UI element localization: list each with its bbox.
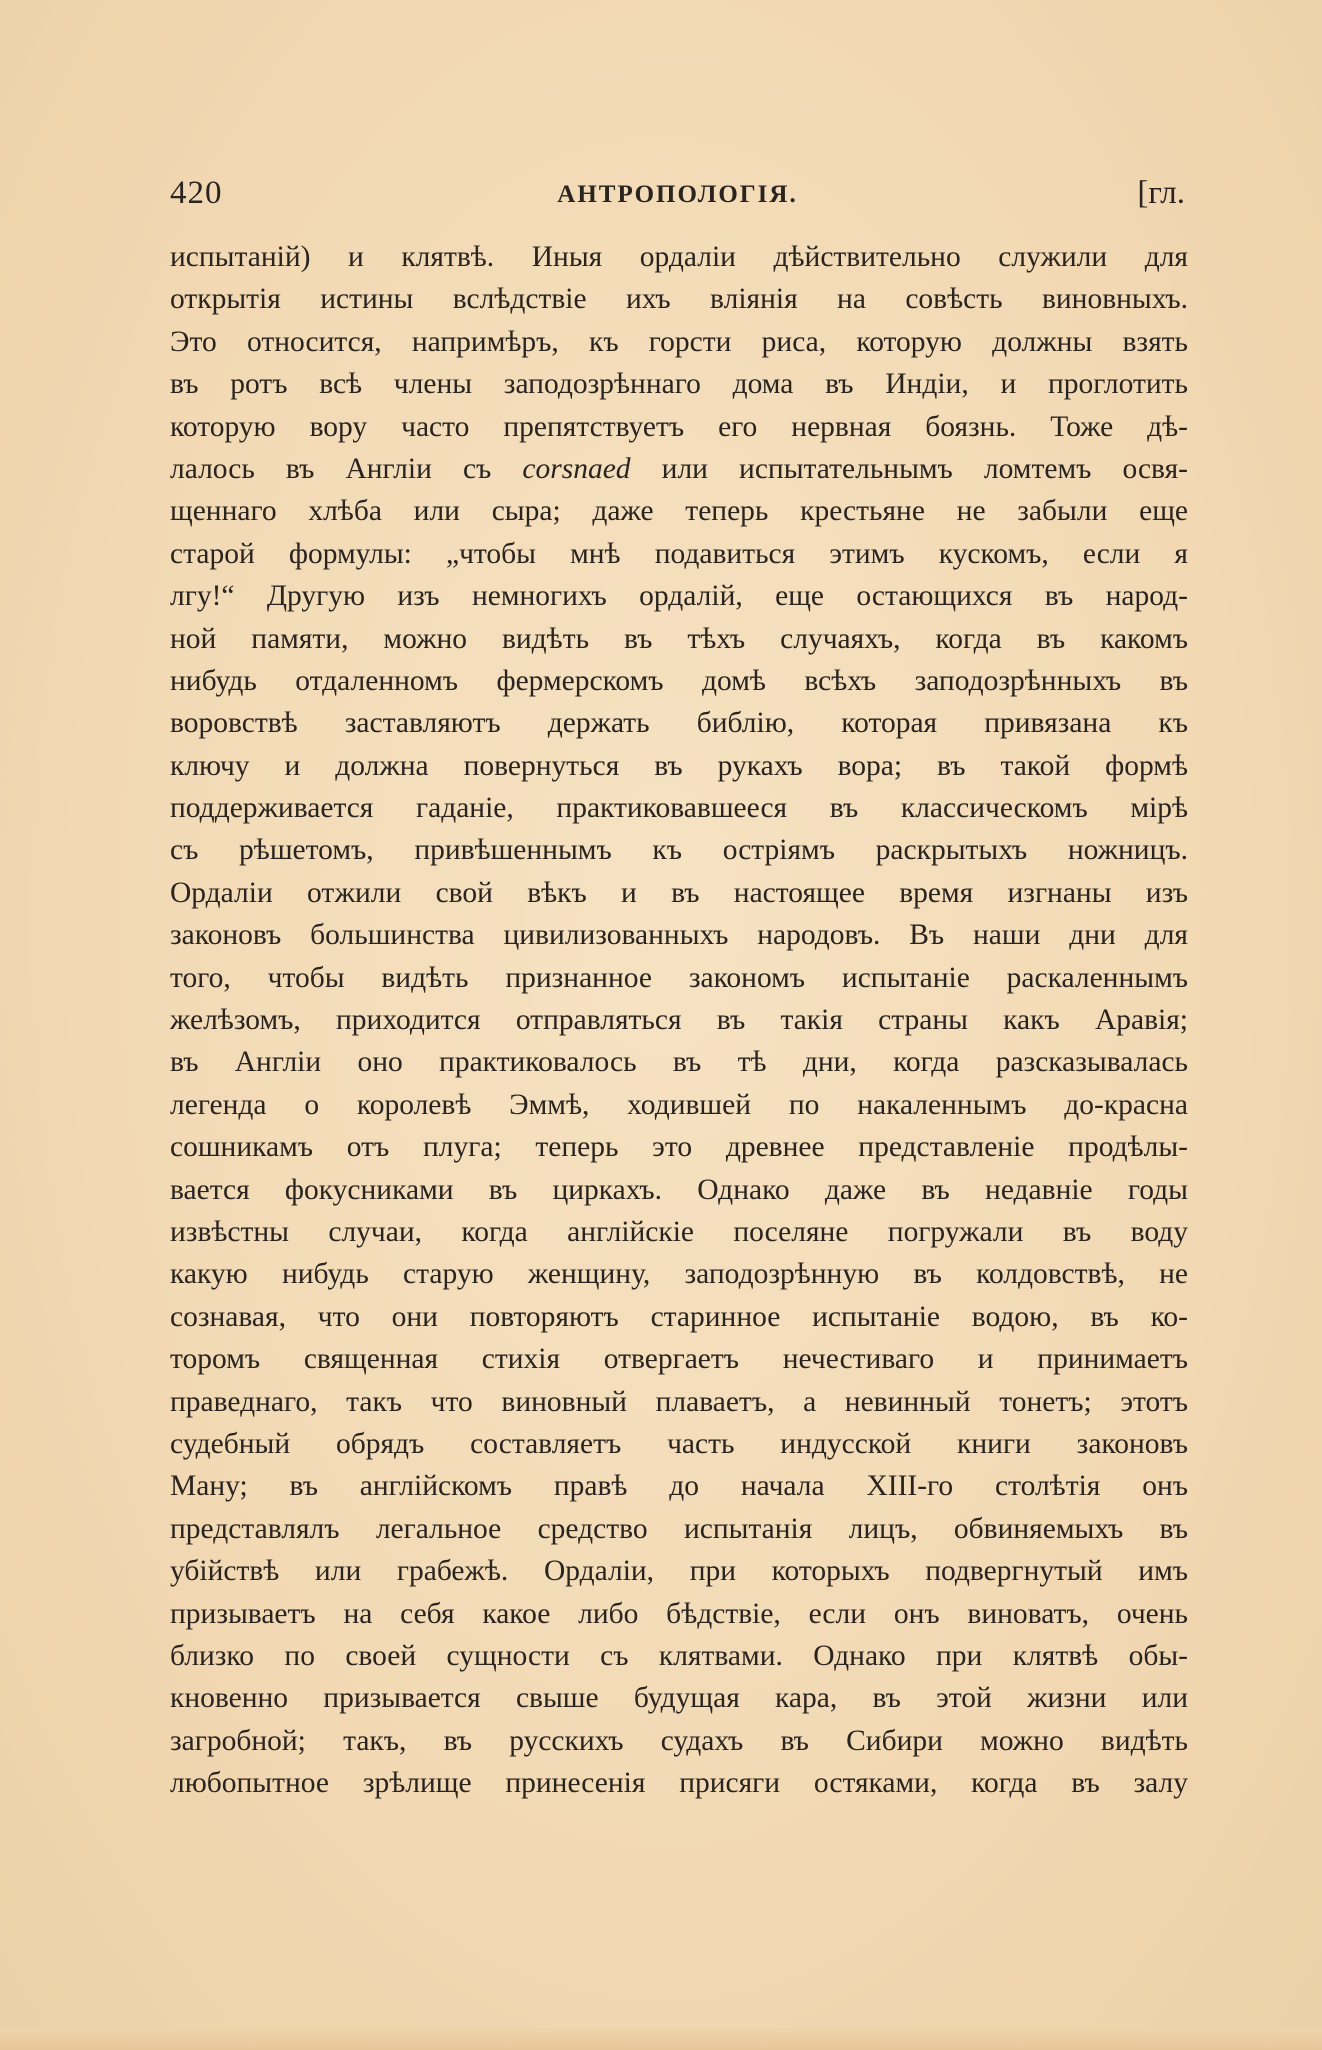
text-line: торомъ священная стихія отвергаетъ нечестиваго и принимаетъ (170, 1343, 1188, 1376)
text-line: судебный обрядъ составляетъ часть индусской книги законовъ (170, 1427, 1188, 1460)
text-line: ключу и должна повернуться въ рукахъ вора; въ такой формѣ (170, 749, 1188, 782)
text-line: которую вору часто препятствуетъ его нервная боязнь. Тоже дѣ- (170, 410, 1188, 443)
page-number: 420 (170, 175, 223, 211)
text-line: въ ротъ всѣ члены заподозрѣннаго дома въ Индіи, и проглотить (170, 368, 1188, 401)
text-line: призываетъ на себя какое либо бѣдствіе, если онъ виноватъ, очень (170, 1597, 1188, 1630)
text-line: лалось въ Англіи съ corsnaed или испытательнымъ ломтемъ освя- (170, 452, 1188, 485)
page-header (170, 175, 1185, 215)
text-line: Ордаліи отжили свой вѣкъ и въ настоящее время изгнаны изъ (170, 876, 1188, 909)
text-line: воровствѣ заставляютъ держать библію, которая привязана къ (170, 707, 1188, 740)
text-line: ной памяти, можно видѣть въ тѣхъ случаяхъ, когда въ какомъ (170, 622, 1188, 655)
text-line: законовъ большинства цивилизованныхъ народовъ. Въ наши дни для (170, 919, 1188, 952)
text-line: Это относится, напримѣръ, къ горсти риса, которую должны взять (170, 325, 1188, 358)
text-line: любопытное зрѣлище принесенія присяги остяками, когда въ залу (170, 1767, 1188, 1800)
text-line: легенда о королевѣ Эммѣ, ходившей по накаленнымъ до-красна (170, 1088, 1188, 1121)
text-line: вается фокусниками въ циркахъ. Однако даже въ недавніе годы (170, 1173, 1188, 1206)
text-line: старой формулы: „чтобы мнѣ подавиться этимъ кускомъ, если я (170, 537, 1188, 570)
text-line: поддерживается гаданіе, практиковавшееся въ классическомъ мірѣ (170, 792, 1188, 825)
text-line: Ману; въ англійскомъ правѣ до начала XIII-го столѣтія онъ (170, 1470, 1188, 1503)
text-line: щеннаго хлѣба или сыра; даже теперь крестьяне не забыли еще (170, 495, 1188, 528)
text-line: близко по своей сущности съ клятвами. Однако при клятвѣ обы- (170, 1639, 1188, 1672)
italic-term: corsnaed (522, 452, 631, 485)
text-line: въ Англіи оно практиковалось въ тѣ дни, когда разсказывалась (170, 1046, 1188, 1079)
text-line: лгу!“ Другую изъ немногихъ ордалій, еще остающихся въ народ- (170, 580, 1188, 613)
text-line: съ рѣшетомъ, привѣшеннымъ къ остріямъ раскрытыхъ ножницъ. (170, 834, 1188, 867)
text-line: открытія истины вслѣдствіе ихъ вліянія на совѣсть виновныхъ. (170, 283, 1188, 316)
page-edge (0, 2028, 1322, 2050)
text-line: сошникамъ отъ плуга; теперь это древнее представленіе продѣлы- (170, 1131, 1188, 1164)
text-line: нибудь отдаленномъ фермерскомъ домѣ всѣхъ заподозрѣнныхъ въ (170, 664, 1188, 697)
text-line: сознавая, что они повторяютъ старинное испытаніе водою, въ ко- (170, 1300, 1188, 1333)
text-line: какую нибудь старую женщину, заподозрѣнную въ колдовствѣ, не (170, 1258, 1188, 1291)
text-line: представлялъ легальное средство испытанія лицъ, обвиняемыхъ въ (170, 1512, 1188, 1545)
body-text (170, 236, 1188, 1804)
text-line: праведнаго, такъ что виновный плаваетъ, а невинный тонетъ; этотъ (170, 1385, 1188, 1418)
text-line: извѣстны случаи, когда англійскіе поселяне погружали въ воду (170, 1215, 1188, 1248)
text-line: того, чтобы видѣть признанное закономъ испытаніе раскаленнымъ (170, 961, 1188, 994)
chapter-mark: [гл. (1137, 175, 1185, 211)
text-line: загробной; такъ, въ русскихъ судахъ въ Сибири можно видѣть (170, 1724, 1188, 1757)
text-line: кновенно призывается свыше будущая кара, въ этой жизни или (170, 1682, 1188, 1715)
text-line: испытаній) и клятвѣ. Иныя ордаліи дѣйствительно служили для (170, 241, 1188, 273)
text-line: желѣзомъ, приходится отправляться въ такія страны какъ Аравія; (170, 1004, 1188, 1037)
running-title: АНТРОПОЛОГIЯ. (557, 181, 798, 208)
text-line: убійствѣ или грабежѣ. Ордаліи, при которыхъ подвергнутый имъ (170, 1555, 1188, 1588)
